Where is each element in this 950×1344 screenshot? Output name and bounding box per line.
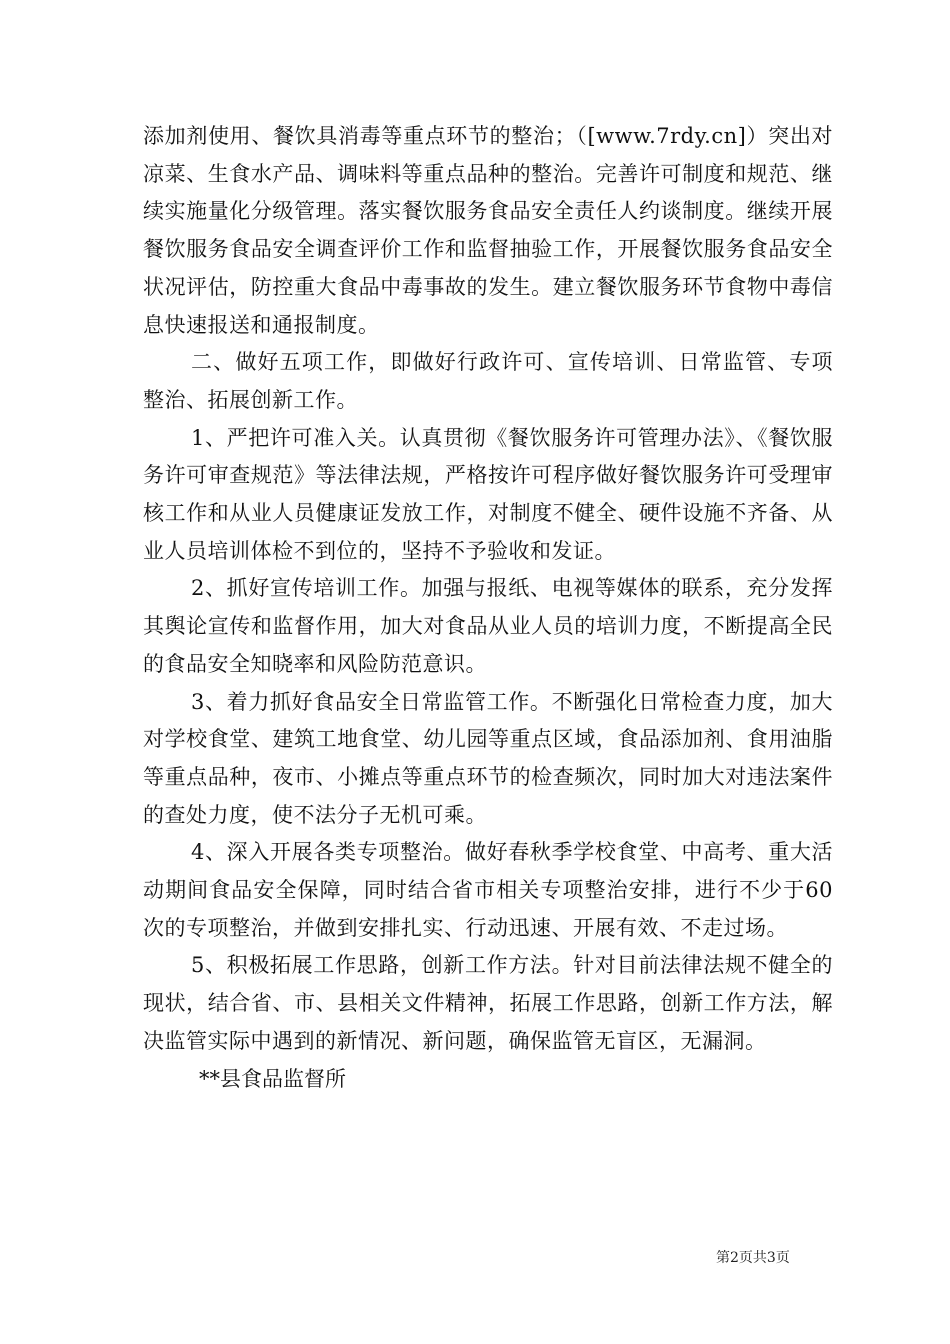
signature: **县食品监督所 xyxy=(199,1066,346,1091)
paragraph-item-4: 4、深入开展各类专项整治。做好春秋季学校食堂、中高考、重大活动期间食品安全保障，同时结合省市相关专项整治安排，进行不少于60次的专项整治，并做到安排扎实、行动迅速、开展有效、不走过场。 xyxy=(143,840,833,940)
paragraph-item-1: 1、严把许可准入关。认真贯彻《餐饮服务许可管理办法》、《餐饮服务许可审查规范》等法律法规，严格按许可程序做好餐饮服务许可受理审核工作和从业人员健康证发放工作，对制度不健全、硬件设施不齐备、从业人员培训体检不到位的，坚持不予验收和发证。 xyxy=(143,425,833,563)
paragraph-intro: 添加剂使用、餐饮具消毒等重点环节的整治；（[www.7rdy.cn]）突出对凉菜、生食水产品、调味料等重点品种的整治。完善许可制度和规范、继续实施量化分级管理。落实餐饮服务食品安全责任人约谈制度。继续开展餐饮服务食品安全调查评价工作和监督抽验工作，开展餐饮服务食品安全状况评估，防控重大食品中毒事故的发生。建立餐饮服务环节食物中毒信息快速报送和通报制度。 xyxy=(143,124,833,337)
document-body xyxy=(143,118,833,1098)
paragraph-item-2: 2、抓好宣传培训工作。加强与报纸、电视等媒体的联系，充分发挥其舆论宣传和监督作用，加大对食品从业人员的培训力度，不断提高全民的食品安全知晓率和风险防范意识。 xyxy=(143,576,833,676)
paragraph-item-5: 5、积极拓展工作思路，创新工作方法。针对目前法律法规不健全的现状，结合省、市、县相关文件精神，拓展工作思路，创新工作方法，解决监管实际中遇到的新情况、新问题，确保监管无盲区，无漏洞。 xyxy=(143,953,833,1053)
paragraph-item-3: 3、着力抓好食品安全日常监管工作。不断强化日常检查力度，加大对学校食堂、建筑工地食堂、幼儿园等重点区域，食品添加剂、食用油脂等重点品种，夜市、小摊点等重点环节的检查频次，同时加大对违法案件的查处力度，使不法分子无机可乘。 xyxy=(143,689,833,827)
paragraph-section-two: 二、做好五项工作，即做好行政许可、宣传培训、日常监管、专项整治、拓展创新工作。 xyxy=(143,350,833,412)
page-number: 第2页共3页 xyxy=(716,1250,790,1266)
